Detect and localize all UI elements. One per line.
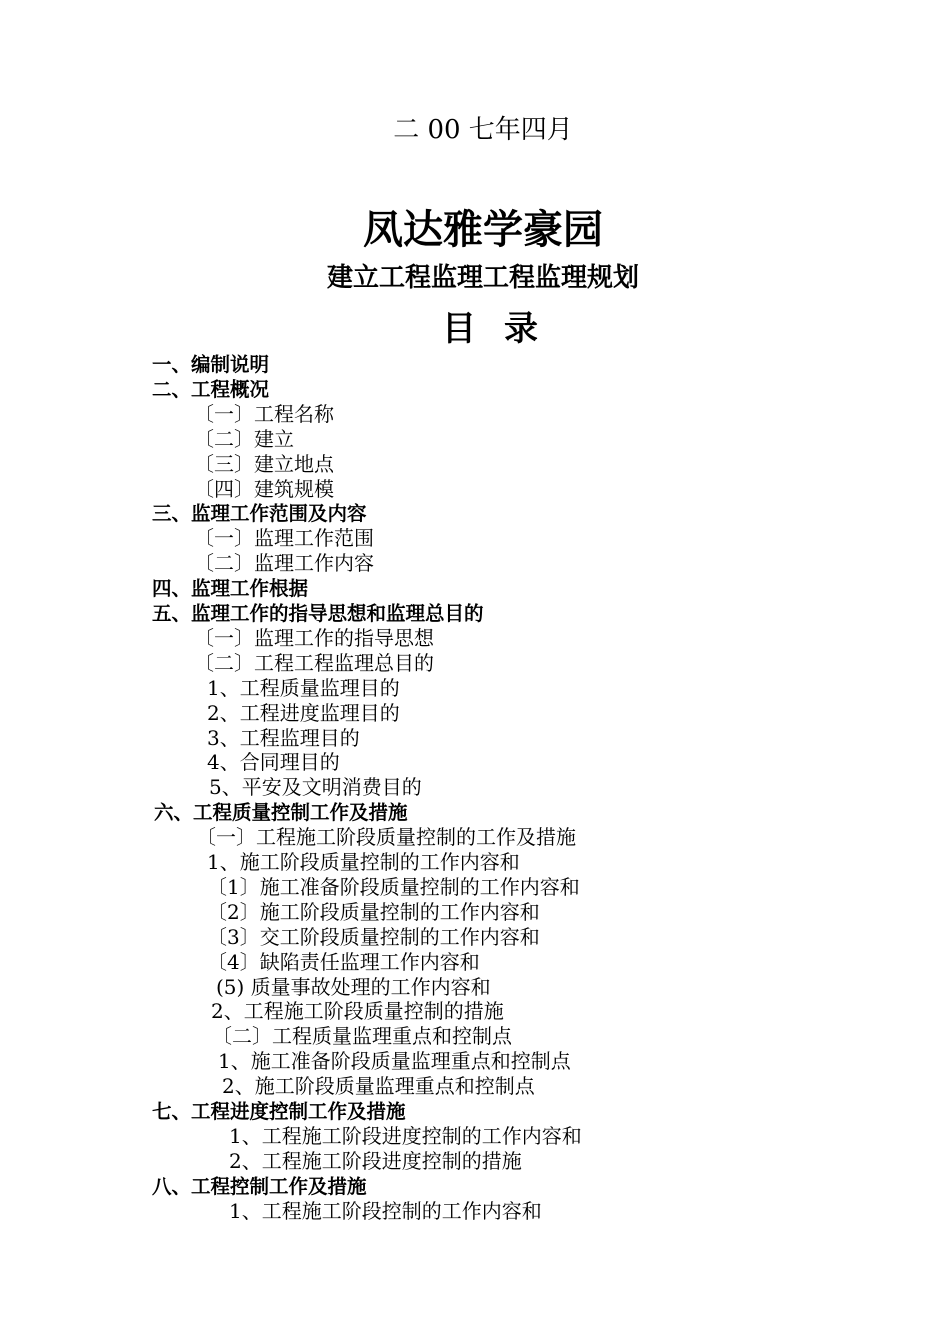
toc-entry: 二、工程概况 (152, 377, 270, 401)
project-title: 凤达雅学豪园 (363, 207, 603, 253)
toc-entry: 1、施工准备阶段质量监理重点和控制点 (218, 1049, 571, 1074)
document-subtitle: 建立工程监理工程监理规划 (326, 263, 639, 293)
toc-entry: 〔2〕施工阶段质量控制的工作内容和 (207, 899, 540, 924)
toc-entry: 2、工程施工阶段进度控制的措施 (229, 1148, 522, 1173)
toc-entry: 七、工程进度控制工作及措施 (152, 1100, 406, 1123)
toc-entry: 〔一〕监理工作范围 (194, 526, 374, 551)
toc-entry: (5) 质量事故处理的工作内容和 (216, 974, 491, 999)
toc-entry: 2、工程进度监理目的 (207, 700, 400, 725)
toc-entry: 〔二〕工程质量监理重点和控制点 (212, 1024, 512, 1049)
toc-entry: 〔二〕工程工程监理总目的 (194, 650, 434, 675)
toc-heading: 目录 (442, 309, 566, 349)
toc-entry: 〔二〕监理工作内容 (194, 551, 374, 576)
toc-entry: 〔二〕建立 (194, 426, 294, 451)
toc-entry: 2、施工阶段质量监理重点和控制点 (222, 1074, 535, 1099)
toc-entry: 2、工程施工阶段质量控制的措施 (211, 999, 504, 1024)
document-date: 二 00 七年四月 (393, 115, 573, 145)
toc-entry: 〔4〕缺陷责任监理工作内容和 (207, 949, 480, 974)
toc-entry: 五、监理工作的指导思想和监理总目的 (152, 602, 484, 625)
toc-entry: 〔一〕工程施工阶段质量控制的工作及措施 (196, 825, 576, 850)
toc-entry: 〔1〕施工准备阶段质量控制的工作内容和 (207, 874, 580, 899)
toc-entry: 〔3〕交工阶段质量控制的工作内容和 (207, 924, 540, 949)
toc-entry: 1、工程质量监理目的 (207, 675, 400, 700)
toc-entry: 〔三〕建立地点 (194, 451, 334, 476)
toc-entry: 六、工程质量控制工作及措施 (154, 801, 408, 825)
toc-entry: 1、工程施工阶段控制的工作内容和 (229, 1198, 542, 1223)
toc-entry: 1、工程施工阶段进度控制的工作内容和 (229, 1123, 582, 1148)
toc-entry: 4、合同理目的 (207, 750, 340, 775)
toc-entry: 〔四〕建筑规模 (194, 476, 334, 501)
toc-entry: 1、施工阶段质量控制的工作内容和 (207, 850, 520, 874)
toc-entry: 5、平安及文明消费目的 (209, 775, 422, 800)
toc-entry: 一、编制说明 (152, 353, 270, 376)
toc-entry: 四、监理工作根据 (152, 577, 309, 601)
toc-entry: 八、工程控制工作及措施 (152, 1174, 367, 1198)
toc-entry: 〔一〕工程名称 (194, 401, 334, 426)
toc-entry: 〔一〕监理工作的指导思想 (194, 625, 434, 650)
toc-entry: 3、工程监理目的 (207, 725, 360, 750)
toc-entry: 三、监理工作范围及内容 (152, 502, 367, 526)
